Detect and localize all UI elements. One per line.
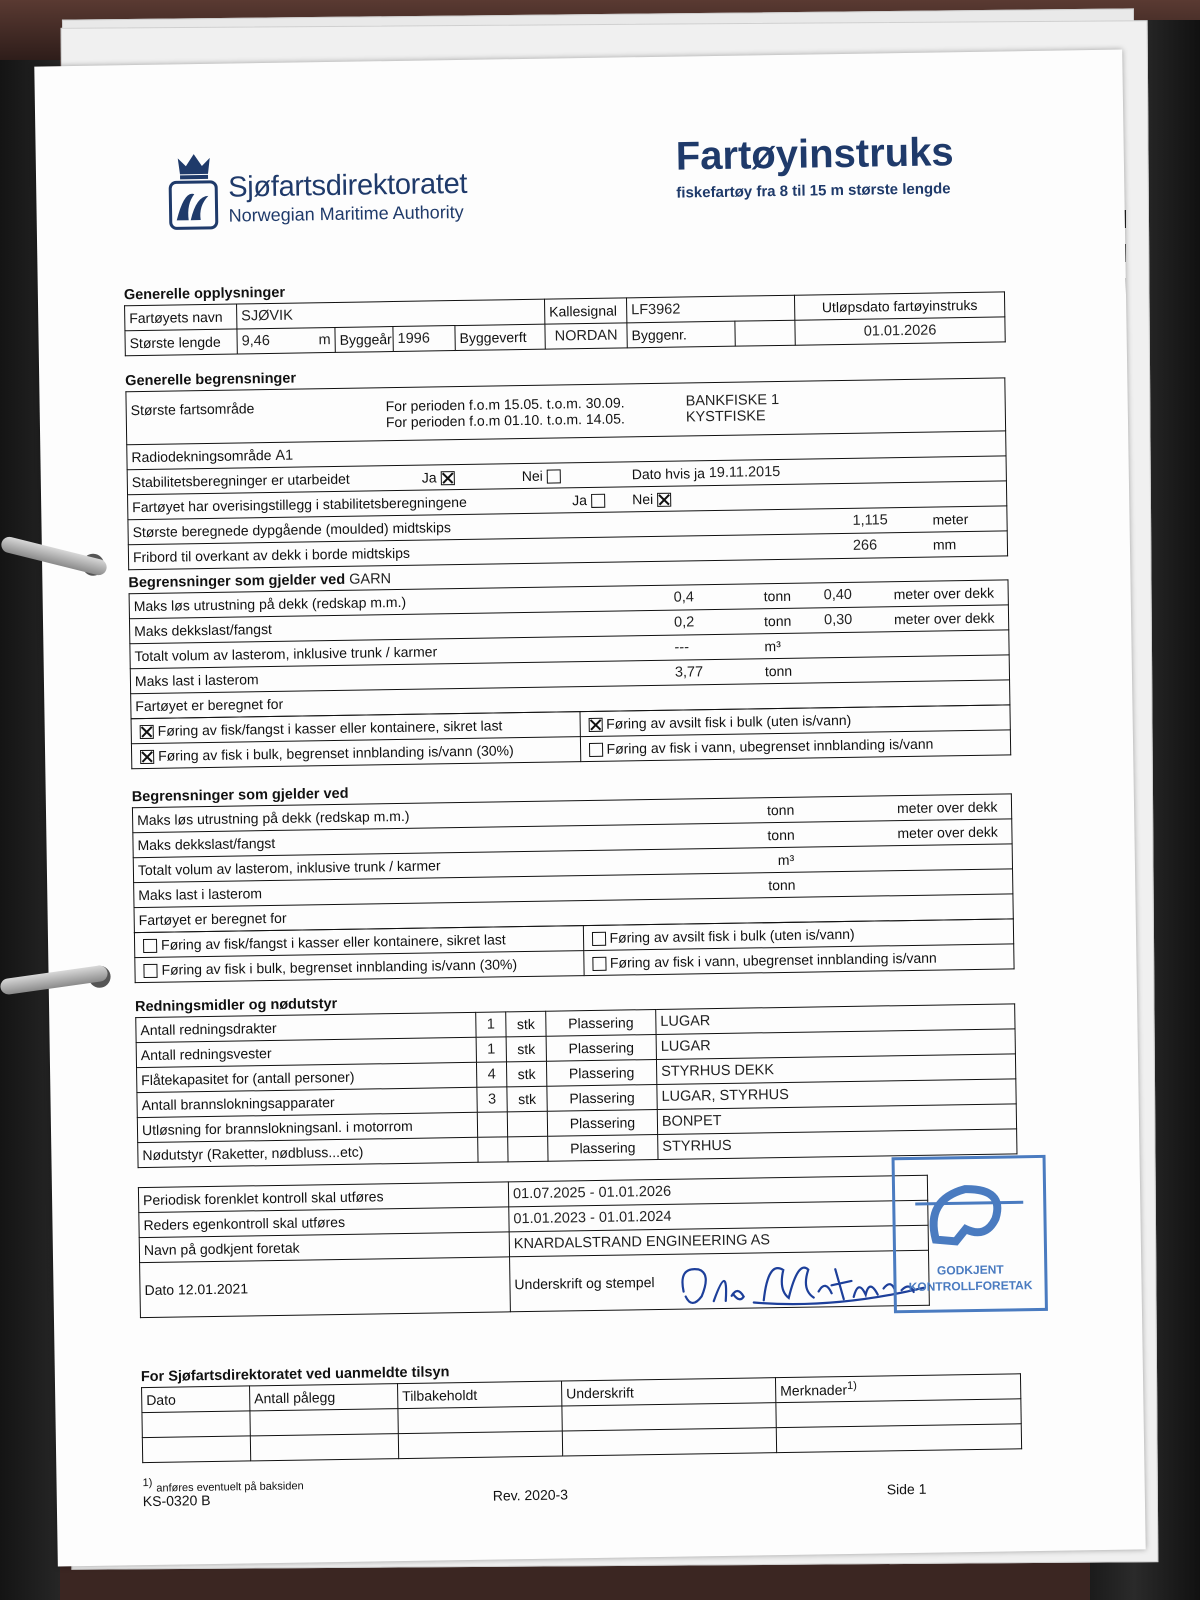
empty-cell[interactable] [562, 1428, 776, 1456]
deck-label: Maks dekkslast/fangst [137, 834, 276, 854]
opt2-label: Føring av avsilt fisk i bulk (uten is/vann) [609, 925, 855, 946]
document-title: Fartøyinstruks [675, 130, 954, 179]
build-no-label: Byggenr. [627, 321, 735, 348]
area-label: Største fartsområde [130, 400, 255, 419]
signature-label: Underskrift og stempel [510, 1250, 930, 1312]
limits-empty-section [132, 775, 1015, 983]
rescue-count: 1 [476, 1037, 506, 1062]
stamp-emblem [895, 1158, 1045, 1260]
col-header-orders: Antall pålegg [250, 1384, 398, 1411]
rescue-unit [507, 1111, 547, 1137]
freeboard-unit: mm [932, 536, 957, 553]
build-year-label: Byggeår [335, 327, 393, 353]
stamp-line1: GODKJENT [936, 1262, 1004, 1278]
placement-label: Plassering [548, 1134, 658, 1161]
placement-label: Plassering [546, 1009, 656, 1036]
deck-height: 0,30 [823, 611, 853, 629]
rescue-count: 1 [476, 1012, 506, 1037]
opt1-label: Føring av fisk/fangst i kasser eller kontainere, sikret last [160, 931, 506, 953]
inspection-section [141, 1355, 1022, 1463]
designed-for-label: Fartøyet er beregnet for [131, 680, 1010, 719]
limits-garn-section [128, 561, 1011, 769]
placement-label: Plassering [547, 1109, 657, 1136]
owner-value: 01.01.2023 - 01.01.2024 [509, 1200, 928, 1232]
hold-label: Maks last i lasterom [134, 671, 259, 690]
opt4-label: Føring av fisk i vann, ubegrenset innblanding is/vann [609, 949, 937, 971]
stamp-line2: KONTROLLFORETAK [908, 1278, 1033, 1295]
volume-value: --- [674, 639, 690, 656]
placement-value: STYRHUS [658, 1129, 1017, 1160]
unit-tonn: tonn [767, 826, 795, 844]
approval-stamp [892, 1155, 1048, 1313]
icing-no-checkbox[interactable] [657, 493, 671, 507]
date-label: Dato 12.01.2021 [140, 1257, 511, 1318]
empty-cell[interactable] [142, 1411, 250, 1438]
rescue-unit: stk [506, 1061, 546, 1087]
opt3-label: Føring av fisk i bulk, begrenset innblanding is/vann (30%) [161, 956, 518, 978]
opt1-checkbox[interactable] [143, 939, 157, 953]
section-title: For Sjøfartsdirektoratet ved uanmeldte tilsyn [140, 1364, 450, 1386]
yes-label: Ja [572, 491, 588, 509]
opt3-label: Føring av fisk i bulk, begrenset innblanding is/vann (30%) [157, 742, 514, 764]
deck-label: Maks dekkslast/fangst [134, 620, 273, 640]
rescue-count: 3 [477, 1087, 507, 1112]
authority-name: Sjøfartsdirektoratet [227, 167, 468, 204]
unit-tonn: tonn [768, 876, 796, 894]
placement-value: LUGAR, STYRHUS [657, 1079, 1016, 1110]
opt1-checkbox[interactable] [140, 725, 154, 739]
vessel-name-value: SJØVIK [237, 299, 545, 329]
company-value: KNARDALSTRAND ENGINEERING AS [509, 1225, 928, 1257]
unit-height: meter over dekk [893, 584, 995, 603]
deck-tonn: 0,2 [673, 614, 695, 631]
section-title: Generelle opplysninger [123, 284, 286, 304]
yes-label: Ja [421, 469, 437, 486]
gear-value: GARN [349, 571, 392, 588]
rescue-label: Antall redningsdrakter [136, 1012, 476, 1042]
loose-tonn: 0,4 [673, 589, 695, 606]
col-header-signature: Underskrift [561, 1378, 775, 1406]
loose-label: Maks løs utrustning på dekk (redskap m.m.) [133, 593, 407, 615]
radio-value: A1 [275, 447, 294, 464]
stability-label: Stabilitetsberegninger er utarbeidet [131, 470, 350, 491]
crown-icon [176, 150, 212, 181]
footnote-mark: 1) [846, 1380, 857, 1393]
empty-cell[interactable] [562, 1403, 776, 1431]
opt4-checkbox[interactable] [592, 957, 606, 971]
authority-subtitle: Norwegian Maritime Authority [228, 201, 464, 226]
opt4-label: Føring av fisk i vann, ubegrenset innblanding is/vann [606, 735, 934, 757]
radio-label: Radiodekningsområde [131, 446, 272, 465]
rescue-unit [508, 1136, 548, 1162]
shipyard-value: NORDAN [545, 323, 627, 349]
limits-empty-table [132, 793, 1014, 933]
section-title: Generelle begrensninger [125, 370, 297, 390]
period1-label: For perioden f.o.m 15.05. t.o.m. 30.09. [385, 394, 625, 415]
company-label: Navn på godkjent foretak [139, 1232, 509, 1263]
placement-value: BONPET [657, 1104, 1016, 1135]
no-label: Nei [632, 490, 654, 508]
page-number: Side 1 [886, 1480, 927, 1498]
designed-for-label: Fartøyet er beregnet for [134, 894, 1013, 933]
rescue-count [478, 1137, 508, 1162]
document-subtitle: fiskefartøy fra 8 til 15 m største lengde [676, 180, 951, 202]
rescue-count [477, 1112, 507, 1137]
owner-label: Reders egenkontroll skal utføres [139, 1207, 509, 1238]
inspection-table [141, 1373, 1022, 1463]
remarks-text: Merknader [780, 1381, 848, 1399]
unit-tonn: tonn [763, 587, 792, 605]
rescue-label: Nødutstyr (Raketter, nødbluss...etc) [138, 1137, 478, 1167]
expiry-label: Utløpsdato fartøyinstruks [794, 292, 1004, 320]
placement-value: LUGAR [656, 1029, 1015, 1060]
draught-value: 1,115 [852, 512, 888, 529]
general-info-section [124, 273, 1005, 356]
opt3-checkbox[interactable] [140, 750, 154, 764]
loose-height: 0,40 [823, 586, 853, 604]
rescue-label: Antall brannslokningsapparater [137, 1087, 477, 1117]
placement-label: Plassering [546, 1059, 656, 1086]
opt2-checkbox[interactable] [588, 718, 602, 732]
draught-unit: meter [932, 511, 969, 528]
length-unit: m [318, 332, 331, 349]
opt2-label: Føring av avsilt fisk i bulk (uten is/vann) [606, 711, 852, 732]
callsign-value: LF3962 [627, 295, 795, 323]
stability-yes-checkbox[interactable] [440, 471, 454, 485]
general-limits-section [125, 359, 1008, 570]
rescue-table [135, 1003, 1017, 1168]
freeboard-label: Fribord til overkant av dekk i borde midtskips [132, 544, 411, 566]
period1-value: BANKFISKE 1 [685, 391, 780, 410]
wave-mark-icon [168, 180, 219, 231]
icing-yes-checkbox[interactable] [591, 494, 605, 508]
footnote-text: anføres eventuelt på baksiden [156, 1480, 304, 1495]
opt3-checkbox[interactable] [143, 964, 157, 978]
period2-value: KYSTFISKE [685, 408, 766, 426]
rescue-unit: stk [506, 1011, 546, 1037]
opt4-checkbox[interactable] [588, 743, 602, 757]
empty-cell[interactable] [398, 1406, 562, 1434]
rescue-section [135, 985, 1018, 1168]
unit-height: meter over dekk [897, 823, 998, 842]
rescue-unit: stk [507, 1086, 547, 1112]
length-label: Største lengde [125, 329, 237, 356]
empty-cell[interactable] [250, 1434, 398, 1461]
placement-value: STYRHUS DEKK [656, 1054, 1015, 1085]
section-title-text: Begrensninger som gjelder ved [128, 571, 346, 592]
stability-no-checkbox[interactable] [547, 470, 561, 484]
unit-m3: m³ [777, 851, 795, 869]
section-title: Begrensninger som gjelder ved [131, 785, 349, 806]
hold-label: Maks last i lasterom [138, 885, 263, 904]
placement-value: LUGAR [656, 1004, 1015, 1035]
date-if-yes-label: Dato hvis ja [631, 465, 706, 483]
empty-cell[interactable] [142, 1436, 250, 1463]
option-row [580, 730, 1011, 762]
rescue-label: Antall redningsvester [136, 1037, 476, 1067]
rescue-unit: stk [506, 1036, 546, 1062]
stability-yes [422, 468, 522, 486]
placement-label: Plassering [546, 1034, 656, 1061]
build-year-value: 1996 [393, 326, 455, 352]
volume-label: Totalt volum av lasterom, inklusive trunk / karmer [137, 857, 441, 879]
unit-height: meter over dekk [896, 798, 998, 817]
opt2-checkbox[interactable] [591, 932, 605, 946]
volume-label: Totalt volum av lasterom, inklusive trunk / karmer [134, 643, 438, 665]
authority-logo [168, 150, 219, 231]
col-header-remarks [775, 1374, 1020, 1403]
date-if-yes-value: 19.11.2015 [708, 463, 781, 482]
col-header-detained: Tilbakeholdt [398, 1381, 562, 1409]
placement-label: Plassering [547, 1084, 657, 1111]
form-number: KS-0320 B [142, 1492, 211, 1510]
col-header-date: Dato [142, 1386, 250, 1413]
limits-garn-table [129, 579, 1011, 719]
document-page [34, 50, 1145, 1567]
expiry-value: 01.01.2026 [795, 317, 1005, 345]
footnote-mark: 1) [142, 1476, 153, 1490]
rescue-count: 4 [476, 1062, 506, 1087]
loose-label: Maks løs utrustning på dekk (redskap m.m.) [137, 807, 410, 829]
revision: Rev. 2020-3 [492, 1486, 569, 1504]
length-number: 9,46 [241, 332, 270, 350]
callsign-label: Kallesignal [545, 298, 627, 324]
shipyard-label: Byggeverft [455, 324, 545, 350]
vessel-name-label: Fartøyets navn [125, 304, 237, 331]
empty-cell[interactable] [398, 1431, 562, 1459]
draught-label: Største beregnede dypgående (moulded) midtskips [132, 519, 451, 541]
icing-label: Fartøyet har overisingstillegg i stabilitetsberegningene [132, 493, 467, 516]
hold-value: 3,77 [674, 664, 704, 681]
periodic-label: Periodisk forenklet kontroll skal utføres [138, 1182, 508, 1213]
build-no-value [735, 320, 795, 346]
unit-tonn: tonn [766, 801, 795, 819]
rescue-label: Flåtekapasitet for (antall personer) [137, 1062, 477, 1092]
icing-yes [572, 491, 632, 508]
period2-label: For perioden f.o.m 01.10. t.o.m. 14.05. [385, 410, 625, 431]
general-limits-table [125, 377, 1008, 570]
unit-tonn: tonn [764, 662, 793, 680]
icing-no [632, 490, 675, 507]
rescue-label: Utløsning for brannslokningsanl. i motorrom [137, 1112, 477, 1142]
unit-m3: m³ [764, 637, 781, 655]
length-value [237, 327, 335, 354]
opt1-label: Føring av fisk/fangst i kasser eller kontainere, sikret last [157, 717, 503, 739]
periodic-value: 01.07.2025 - 01.01.2026 [508, 1175, 927, 1207]
empty-cell[interactable] [776, 1399, 1021, 1428]
stability-no [522, 466, 632, 484]
empty-cell[interactable] [250, 1409, 398, 1436]
no-label: Nei [521, 467, 543, 484]
empty-cell[interactable] [776, 1424, 1021, 1453]
option-row [583, 944, 1014, 976]
section-title: Redningsmidler og nødutstyr [134, 995, 338, 1016]
unit-height: meter over dekk [893, 609, 995, 628]
unit-tonn: tonn [763, 612, 792, 630]
freeboard-value: 266 [852, 537, 878, 554]
